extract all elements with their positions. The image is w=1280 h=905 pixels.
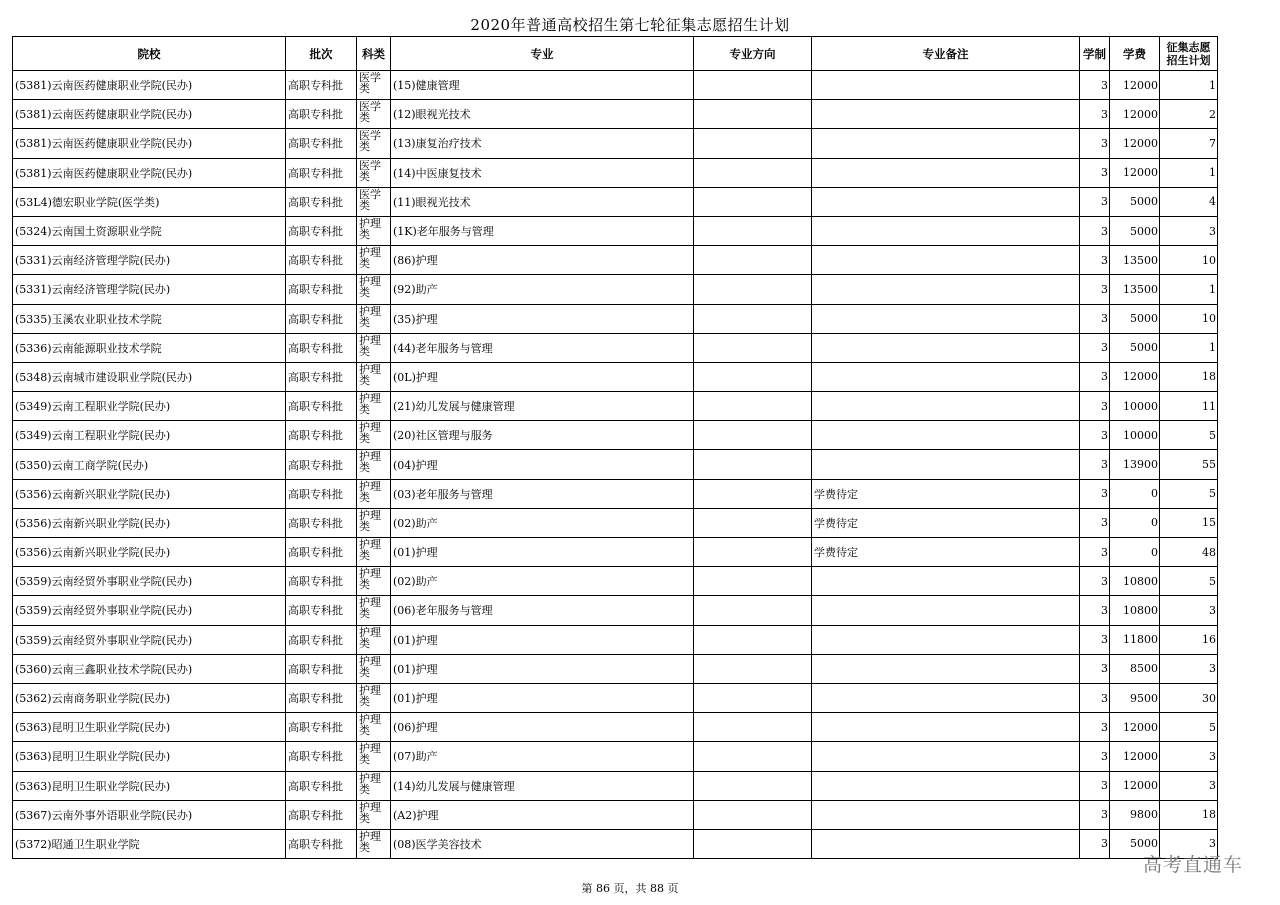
table-row xyxy=(13,829,1218,858)
cell-years: 3 xyxy=(1080,538,1110,567)
cell-fee: 11800 xyxy=(1110,625,1160,654)
cell-direction xyxy=(694,304,812,333)
table-row xyxy=(13,479,1218,508)
table-row xyxy=(13,800,1218,829)
cell-school: (5359)云南经贸外事职业学院(民办) xyxy=(13,625,286,654)
cell-direction xyxy=(694,654,812,683)
cell-note: 学费待定 xyxy=(812,538,1080,567)
cell-school: (5356)云南新兴职业学院(民办) xyxy=(13,479,286,508)
cell-batch: 高职专科批 xyxy=(286,771,357,800)
table-row xyxy=(13,304,1218,333)
cell-note xyxy=(812,187,1080,216)
cell-major: (02)助产 xyxy=(391,508,694,537)
cell-school: (5363)昆明卫生职业学院(民办) xyxy=(13,771,286,800)
cell-batch: 高职专科批 xyxy=(286,713,357,742)
cell-plan: 16 xyxy=(1160,625,1218,654)
table-row xyxy=(13,654,1218,683)
cell-years: 3 xyxy=(1080,187,1110,216)
cell-plan: 1 xyxy=(1160,275,1218,304)
cell-plan: 18 xyxy=(1160,800,1218,829)
page-title: 2020年普通高校招生第七轮征集志愿招生计划 xyxy=(470,16,790,34)
cell-school: (5324)云南国土资源职业学院 xyxy=(13,216,286,245)
cell-major: (0L)护理 xyxy=(391,362,694,391)
cell-note xyxy=(812,100,1080,129)
table-row xyxy=(13,333,1218,362)
cell-direction xyxy=(694,158,812,187)
cell-batch: 高职专科批 xyxy=(286,450,357,479)
cell-plan: 55 xyxy=(1160,450,1218,479)
cell-fee: 12000 xyxy=(1110,362,1160,391)
cell-plan: 3 xyxy=(1160,216,1218,245)
header-batch: 批次 xyxy=(286,37,357,71)
cell-batch: 高职专科批 xyxy=(286,216,357,245)
cell-category: 护理类 xyxy=(357,538,391,567)
cell-category: 护理类 xyxy=(357,654,391,683)
cell-fee: 10000 xyxy=(1110,392,1160,421)
cell-major: (A2)护理 xyxy=(391,800,694,829)
cell-years: 3 xyxy=(1080,216,1110,245)
cell-years: 3 xyxy=(1080,304,1110,333)
cell-school: (5356)云南新兴职业学院(民办) xyxy=(13,538,286,567)
cell-category: 护理类 xyxy=(357,683,391,712)
cell-major: (08)医学美容技术 xyxy=(391,829,694,858)
cell-note xyxy=(812,829,1080,858)
cell-direction xyxy=(694,275,812,304)
table-row xyxy=(13,362,1218,391)
cell-school: (5349)云南工程职业学院(民办) xyxy=(13,421,286,450)
cell-batch: 高职专科批 xyxy=(286,829,357,858)
header-school: 院校 xyxy=(13,37,286,71)
cell-note xyxy=(812,654,1080,683)
cell-plan: 10 xyxy=(1160,304,1218,333)
cell-major: (21)幼儿发展与健康管理 xyxy=(391,392,694,421)
cell-fee: 12000 xyxy=(1110,713,1160,742)
cell-batch: 高职专科批 xyxy=(286,508,357,537)
cell-plan: 7 xyxy=(1160,129,1218,158)
cell-major: (06)老年服务与管理 xyxy=(391,596,694,625)
cell-major: (13)康复治疗技术 xyxy=(391,129,694,158)
cell-category: 护理类 xyxy=(357,246,391,275)
table-row xyxy=(13,538,1218,567)
cell-years: 3 xyxy=(1080,654,1110,683)
cell-batch: 高职专科批 xyxy=(286,129,357,158)
cell-plan: 1 xyxy=(1160,158,1218,187)
header-direction: 专业方向 xyxy=(694,37,812,71)
table-row xyxy=(13,275,1218,304)
cell-note xyxy=(812,596,1080,625)
header-major: 专业 xyxy=(391,37,694,71)
cell-major: (86)护理 xyxy=(391,246,694,275)
cell-note xyxy=(812,275,1080,304)
table-body xyxy=(13,71,1218,859)
cell-fee: 8500 xyxy=(1110,654,1160,683)
table-row xyxy=(13,246,1218,275)
cell-direction xyxy=(694,508,812,537)
cell-note xyxy=(812,392,1080,421)
cell-plan: 1 xyxy=(1160,71,1218,100)
table-row xyxy=(13,596,1218,625)
cell-fee: 5000 xyxy=(1110,187,1160,216)
header-years: 学制 xyxy=(1080,37,1110,71)
cell-fee: 12000 xyxy=(1110,742,1160,771)
cell-fee: 13500 xyxy=(1110,275,1160,304)
table-row xyxy=(13,508,1218,537)
cell-years: 3 xyxy=(1080,333,1110,362)
cell-plan: 3 xyxy=(1160,829,1218,858)
cell-years: 3 xyxy=(1080,275,1110,304)
cell-category: 护理类 xyxy=(357,450,391,479)
cell-batch: 高职专科批 xyxy=(286,479,357,508)
cell-batch: 高职专科批 xyxy=(286,362,357,391)
cell-fee: 12000 xyxy=(1110,100,1160,129)
cell-school: (5359)云南经贸外事职业学院(民办) xyxy=(13,596,286,625)
cell-major: (07)助产 xyxy=(391,742,694,771)
cell-note xyxy=(812,625,1080,654)
cell-batch: 高职专科批 xyxy=(286,392,357,421)
cell-years: 3 xyxy=(1080,479,1110,508)
header-plan: 征集志愿招生计划 xyxy=(1160,37,1218,71)
cell-years: 3 xyxy=(1080,246,1110,275)
cell-note xyxy=(812,129,1080,158)
cell-batch: 高职专科批 xyxy=(286,567,357,596)
cell-batch: 高职专科批 xyxy=(286,333,357,362)
table-row xyxy=(13,129,1218,158)
cell-batch: 高职专科批 xyxy=(286,275,357,304)
cell-direction xyxy=(694,538,812,567)
cell-years: 3 xyxy=(1080,742,1110,771)
cell-plan: 2 xyxy=(1160,100,1218,129)
cell-school: (5335)玉溪农业职业技术学院 xyxy=(13,304,286,333)
cell-major: (14)中医康复技术 xyxy=(391,158,694,187)
cell-batch: 高职专科批 xyxy=(286,304,357,333)
cell-years: 3 xyxy=(1080,392,1110,421)
header-category: 科类 xyxy=(357,37,391,71)
cell-batch: 高职专科批 xyxy=(286,596,357,625)
cell-major: (92)助产 xyxy=(391,275,694,304)
cell-category: 护理类 xyxy=(357,800,391,829)
cell-years: 3 xyxy=(1080,683,1110,712)
cell-category: 护理类 xyxy=(357,392,391,421)
table-row xyxy=(13,187,1218,216)
cell-school: (5363)昆明卫生职业学院(民办) xyxy=(13,713,286,742)
cell-note xyxy=(812,216,1080,245)
cell-category: 护理类 xyxy=(357,567,391,596)
cell-batch: 高职专科批 xyxy=(286,100,357,129)
cell-direction xyxy=(694,71,812,100)
cell-direction xyxy=(694,596,812,625)
cell-direction xyxy=(694,392,812,421)
cell-major: (15)健康管理 xyxy=(391,71,694,100)
cell-category: 医学类 xyxy=(357,71,391,100)
cell-direction xyxy=(694,567,812,596)
cell-note xyxy=(812,713,1080,742)
cell-school: (5360)云南三鑫职业技术学院(民办) xyxy=(13,654,286,683)
cell-note xyxy=(812,362,1080,391)
cell-direction xyxy=(694,625,812,654)
cell-batch: 高职专科批 xyxy=(286,742,357,771)
cell-direction xyxy=(694,800,812,829)
cell-school: (5362)云南商务职业学院(民办) xyxy=(13,683,286,712)
cell-plan: 5 xyxy=(1160,567,1218,596)
cell-direction xyxy=(694,421,812,450)
cell-major: (20)社区管理与服务 xyxy=(391,421,694,450)
cell-major: (06)护理 xyxy=(391,713,694,742)
cell-years: 3 xyxy=(1080,508,1110,537)
cell-plan: 3 xyxy=(1160,596,1218,625)
cell-fee: 9500 xyxy=(1110,683,1160,712)
table-row xyxy=(13,100,1218,129)
cell-category: 护理类 xyxy=(357,713,391,742)
cell-fee: 5000 xyxy=(1110,304,1160,333)
cell-school: (5348)云南城市建设职业学院(民办) xyxy=(13,362,286,391)
cell-note xyxy=(812,567,1080,596)
cell-major: (11)眼视光技术 xyxy=(391,187,694,216)
cell-major: (01)护理 xyxy=(391,654,694,683)
cell-years: 3 xyxy=(1080,158,1110,187)
cell-years: 3 xyxy=(1080,713,1110,742)
table-row xyxy=(13,392,1218,421)
cell-direction xyxy=(694,100,812,129)
cell-direction xyxy=(694,450,812,479)
cell-fee: 13900 xyxy=(1110,450,1160,479)
table-row xyxy=(13,216,1218,245)
header-note: 专业备注 xyxy=(812,37,1080,71)
cell-batch: 高职专科批 xyxy=(286,625,357,654)
cell-fee: 12000 xyxy=(1110,158,1160,187)
cell-fee: 13500 xyxy=(1110,246,1160,275)
cell-school: (5381)云南医药健康职业学院(民办) xyxy=(13,158,286,187)
cell-fee: 10000 xyxy=(1110,421,1160,450)
cell-fee: 12000 xyxy=(1110,771,1160,800)
cell-note xyxy=(812,333,1080,362)
table-row xyxy=(13,450,1218,479)
cell-note xyxy=(812,742,1080,771)
cell-school: (5381)云南医药健康职业学院(民办) xyxy=(13,71,286,100)
cell-direction xyxy=(694,829,812,858)
cell-category: 护理类 xyxy=(357,596,391,625)
cell-direction xyxy=(694,216,812,245)
table-row xyxy=(13,742,1218,771)
cell-batch: 高职专科批 xyxy=(286,538,357,567)
cell-major: (01)护理 xyxy=(391,625,694,654)
cell-major: (35)护理 xyxy=(391,304,694,333)
cell-plan: 30 xyxy=(1160,683,1218,712)
cell-category: 护理类 xyxy=(357,216,391,245)
cell-note xyxy=(812,450,1080,479)
cell-school: (5350)云南工商学院(民办) xyxy=(13,450,286,479)
cell-years: 3 xyxy=(1080,71,1110,100)
cell-years: 3 xyxy=(1080,625,1110,654)
cell-major: (12)眼视光技术 xyxy=(391,100,694,129)
table-row xyxy=(13,625,1218,654)
cell-note: 学费待定 xyxy=(812,508,1080,537)
cell-years: 3 xyxy=(1080,829,1110,858)
table-row xyxy=(13,158,1218,187)
cell-category: 护理类 xyxy=(357,275,391,304)
cell-category: 护理类 xyxy=(357,333,391,362)
cell-direction xyxy=(694,187,812,216)
cell-fee: 0 xyxy=(1110,538,1160,567)
cell-category: 医学类 xyxy=(357,187,391,216)
cell-school: (5336)云南能源职业技术学院 xyxy=(13,333,286,362)
cell-direction xyxy=(694,683,812,712)
cell-note xyxy=(812,304,1080,333)
cell-note xyxy=(812,246,1080,275)
cell-note xyxy=(812,771,1080,800)
table-row xyxy=(13,683,1218,712)
cell-years: 3 xyxy=(1080,771,1110,800)
cell-school: (5331)云南经济管理学院(民办) xyxy=(13,246,286,275)
cell-plan: 5 xyxy=(1160,713,1218,742)
cell-direction xyxy=(694,246,812,275)
cell-fee: 12000 xyxy=(1110,71,1160,100)
cell-school: (5363)昆明卫生职业学院(民办) xyxy=(13,742,286,771)
cell-batch: 高职专科批 xyxy=(286,246,357,275)
cell-school: (5356)云南新兴职业学院(民办) xyxy=(13,508,286,537)
cell-fee: 5000 xyxy=(1110,216,1160,245)
cell-direction xyxy=(694,771,812,800)
cell-plan: 1 xyxy=(1160,333,1218,362)
cell-category: 护理类 xyxy=(357,742,391,771)
cell-major: (03)老年服务与管理 xyxy=(391,479,694,508)
cell-years: 3 xyxy=(1080,129,1110,158)
cell-category: 护理类 xyxy=(357,362,391,391)
cell-note xyxy=(812,683,1080,712)
cell-batch: 高职专科批 xyxy=(286,187,357,216)
cell-category: 护理类 xyxy=(357,625,391,654)
cell-plan: 3 xyxy=(1160,742,1218,771)
cell-major: (14)幼儿发展与健康管理 xyxy=(391,771,694,800)
cell-plan: 4 xyxy=(1160,187,1218,216)
cell-years: 3 xyxy=(1080,450,1110,479)
cell-plan: 18 xyxy=(1160,362,1218,391)
cell-years: 3 xyxy=(1080,800,1110,829)
cell-fee: 9800 xyxy=(1110,800,1160,829)
cell-plan: 3 xyxy=(1160,654,1218,683)
cell-direction xyxy=(694,129,812,158)
cell-direction xyxy=(694,479,812,508)
cell-batch: 高职专科批 xyxy=(286,654,357,683)
table-row xyxy=(13,567,1218,596)
cell-category: 医学类 xyxy=(357,129,391,158)
table-row xyxy=(13,713,1218,742)
cell-batch: 高职专科批 xyxy=(286,158,357,187)
cell-note xyxy=(812,71,1080,100)
cell-category: 医学类 xyxy=(357,100,391,129)
cell-batch: 高职专科批 xyxy=(286,683,357,712)
cell-years: 3 xyxy=(1080,421,1110,450)
cell-category: 护理类 xyxy=(357,771,391,800)
table-header-row xyxy=(13,37,1218,71)
cell-category: 护理类 xyxy=(357,829,391,858)
cell-category: 护理类 xyxy=(357,304,391,333)
cell-fee: 5000 xyxy=(1110,829,1160,858)
cell-category: 医学类 xyxy=(357,158,391,187)
cell-years: 3 xyxy=(1080,596,1110,625)
cell-note: 学费待定 xyxy=(812,479,1080,508)
cell-plan: 5 xyxy=(1160,479,1218,508)
cell-fee: 5000 xyxy=(1110,333,1160,362)
cell-years: 3 xyxy=(1080,567,1110,596)
cell-major: (01)护理 xyxy=(391,538,694,567)
header-fee: 学费 xyxy=(1110,37,1160,71)
enrollment-plan-table xyxy=(12,36,1218,859)
cell-school: (5381)云南医药健康职业学院(民办) xyxy=(13,100,286,129)
cell-fee: 12000 xyxy=(1110,129,1160,158)
cell-major: (01)护理 xyxy=(391,683,694,712)
cell-major: (02)助产 xyxy=(391,567,694,596)
cell-fee: 10800 xyxy=(1110,596,1160,625)
cell-category: 护理类 xyxy=(357,421,391,450)
cell-school: (5331)云南经济管理学院(民办) xyxy=(13,275,286,304)
cell-direction xyxy=(694,713,812,742)
cell-major: (04)护理 xyxy=(391,450,694,479)
cell-plan: 5 xyxy=(1160,421,1218,450)
cell-category: 护理类 xyxy=(357,508,391,537)
cell-plan: 15 xyxy=(1160,508,1218,537)
cell-batch: 高职专科批 xyxy=(286,800,357,829)
cell-major: (44)老年服务与管理 xyxy=(391,333,694,362)
cell-years: 3 xyxy=(1080,362,1110,391)
cell-batch: 高职专科批 xyxy=(286,71,357,100)
cell-plan: 3 xyxy=(1160,771,1218,800)
cell-school: (5372)昭通卫生职业学院 xyxy=(13,829,286,858)
cell-school: (5367)云南外事外语职业学院(民办) xyxy=(13,800,286,829)
cell-fee: 10800 xyxy=(1110,567,1160,596)
cell-plan: 11 xyxy=(1160,392,1218,421)
cell-direction xyxy=(694,742,812,771)
table-row xyxy=(13,421,1218,450)
cell-school: (53L4)德宏职业学院(医学类) xyxy=(13,187,286,216)
cell-category: 护理类 xyxy=(357,479,391,508)
cell-note xyxy=(812,158,1080,187)
cell-school: (5349)云南工程职业学院(民办) xyxy=(13,392,286,421)
cell-fee: 0 xyxy=(1110,479,1160,508)
cell-plan: 48 xyxy=(1160,538,1218,567)
page-footer: 第 86 页，共 88 页 xyxy=(581,882,679,895)
cell-plan: 10 xyxy=(1160,246,1218,275)
watermark: 高考直通车 xyxy=(1143,854,1244,876)
cell-direction xyxy=(694,362,812,391)
cell-major: (1K)老年服务与管理 xyxy=(391,216,694,245)
cell-school: (5359)云南经贸外事职业学院(民办) xyxy=(13,567,286,596)
table-row xyxy=(13,771,1218,800)
cell-years: 3 xyxy=(1080,100,1110,129)
cell-note xyxy=(812,800,1080,829)
cell-note xyxy=(812,421,1080,450)
cell-fee: 0 xyxy=(1110,508,1160,537)
cell-direction xyxy=(694,333,812,362)
table-row xyxy=(13,71,1218,100)
cell-school: (5381)云南医药健康职业学院(民办) xyxy=(13,129,286,158)
cell-batch: 高职专科批 xyxy=(286,421,357,450)
